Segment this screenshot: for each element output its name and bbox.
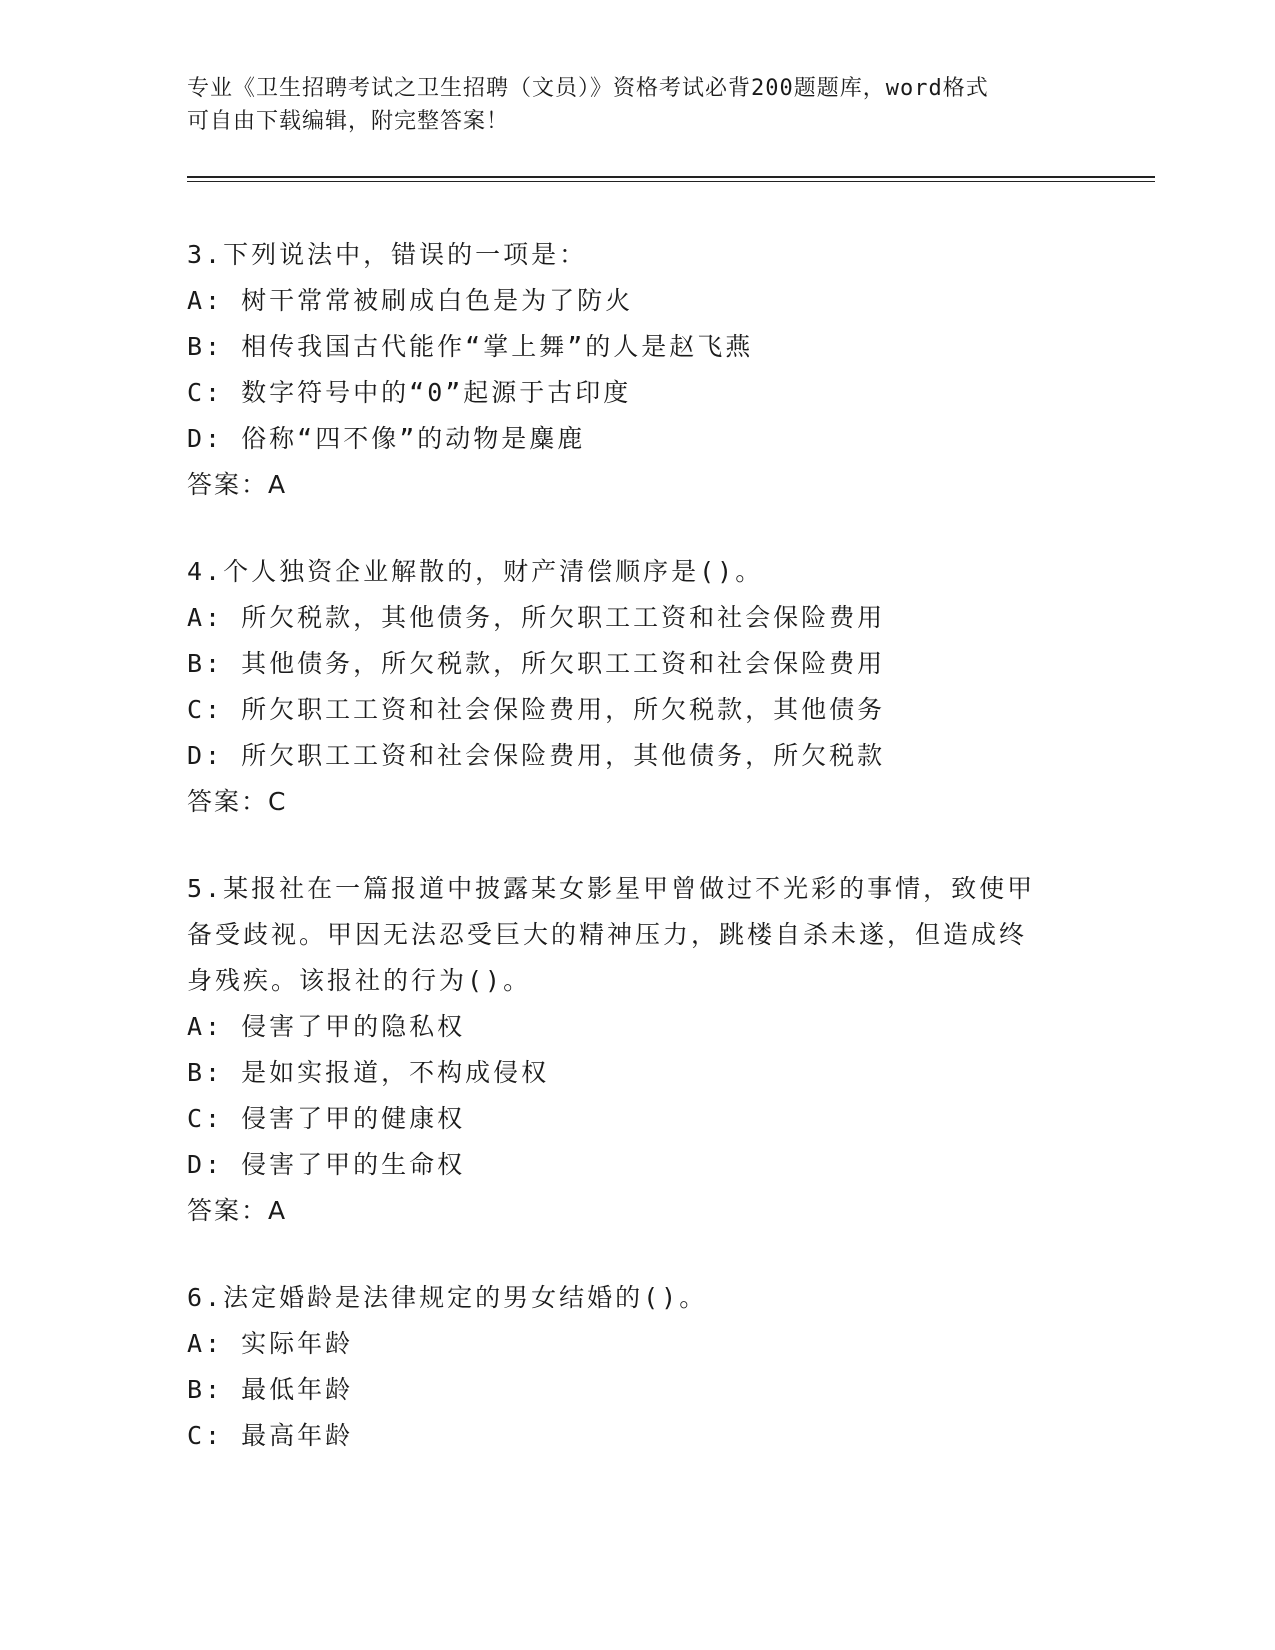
question-text: 6.法定婚龄是法律规定的男女结婚的()。 xyxy=(187,1283,708,1312)
option-c: C: 数字符号中的“0”起源于古印度 xyxy=(187,378,632,407)
answer-value: A xyxy=(268,1196,287,1225)
header-line-2: 可自由下载编辑，附完整答案！ xyxy=(187,109,510,134)
question-list xyxy=(187,232,1087,1500)
option-b: B: 其他债务，所欠税款，所欠职工工资和社会保险费用 xyxy=(187,649,886,678)
header-line-1: 专业《卫生招聘考试之卫生招聘（文员）》资格考试必背200题题库，word格式 xyxy=(187,76,989,101)
option-d: D: 俗称“四不像”的动物是麋鹿 xyxy=(187,424,586,453)
question-text-line-2: 备受歧视。甲因无法忍受巨大的精神压力，跳楼自杀未遂，但造成终 xyxy=(187,920,1028,949)
question-text: 3.下列说法中，错误的一项是： xyxy=(187,240,588,269)
option-c: C: 最高年龄 xyxy=(187,1421,354,1450)
answer-label: 答案： xyxy=(187,787,269,816)
option-a: A: 实际年龄 xyxy=(187,1329,354,1358)
option-a: A: 侵害了甲的隐私权 xyxy=(187,1012,466,1041)
question-5 xyxy=(187,866,1087,1234)
answer-label: 答案： xyxy=(187,470,269,499)
option-c: C: 侵害了甲的健康权 xyxy=(187,1104,466,1133)
option-b: B: 是如实报道，不构成侵权 xyxy=(187,1058,550,1087)
option-b: B: 最低年龄 xyxy=(187,1375,354,1404)
answer-value: C xyxy=(268,787,287,816)
header-divider-thick xyxy=(187,176,1155,178)
question-text-line-1: 5.某报社在一篇报道中披露某女影星甲曾做过不光彩的事情，致使甲 xyxy=(187,874,1036,903)
answer-label: 答案： xyxy=(187,1196,269,1225)
option-a: A: 所欠税款，其他债务，所欠职工工资和社会保险费用 xyxy=(187,603,886,632)
option-a: A: 树干常常被刷成白色是为了防火 xyxy=(187,286,634,315)
document-header xyxy=(187,72,1087,138)
option-c: C: 所欠职工工资和社会保险费用，所欠税款，其他债务 xyxy=(187,695,886,724)
answer-line xyxy=(187,1188,1087,1234)
option-d: D: 所欠职工工资和社会保险费用，其他债务，所欠税款 xyxy=(187,741,886,770)
option-d: D: 侵害了甲的生命权 xyxy=(187,1150,466,1179)
question-6 xyxy=(187,1275,1087,1459)
question-text: 4.个人独资企业解散的，财产清偿顺序是()。 xyxy=(187,557,764,586)
answer-line xyxy=(187,779,1087,825)
question-4 xyxy=(187,549,1087,825)
question-text-line-3: 身残疾。该报社的行为()。 xyxy=(187,966,532,995)
answer-value: A xyxy=(268,470,287,499)
option-b: B: 相传我国古代能作“掌上舞”的人是赵飞燕 xyxy=(187,332,754,361)
question-3 xyxy=(187,232,1087,508)
answer-line xyxy=(187,462,1087,508)
header-divider-thin xyxy=(187,181,1155,182)
